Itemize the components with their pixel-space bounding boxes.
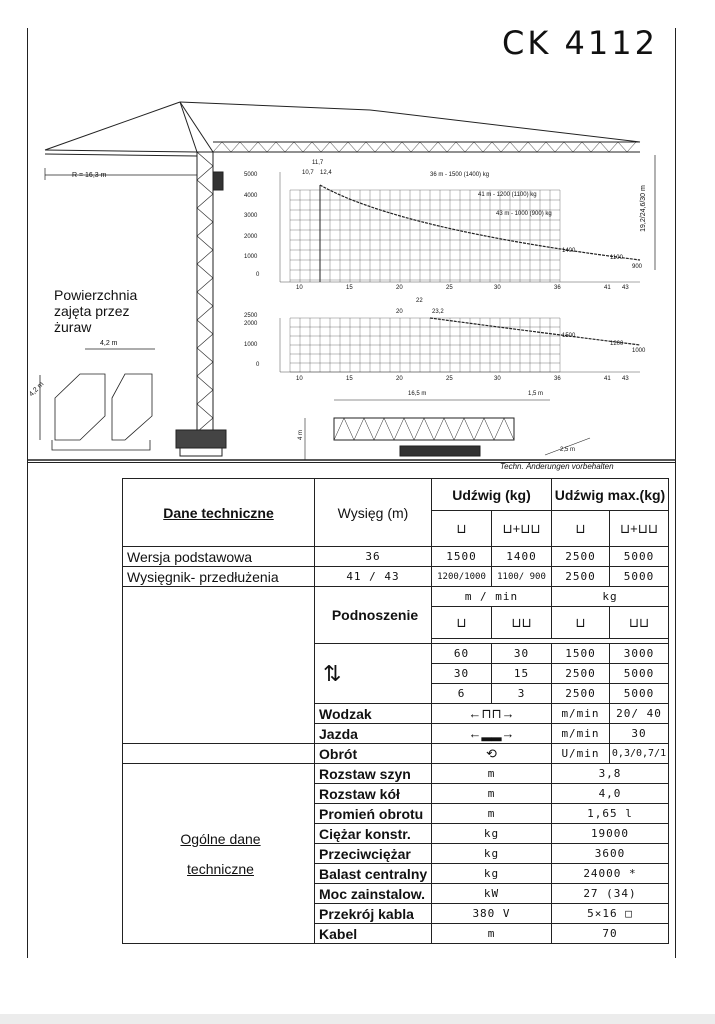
unit-kg: kg: [552, 587, 669, 607]
row-label-przekroj: Przekrój kabla: [315, 904, 432, 924]
trolley-icon-cell: [432, 704, 552, 724]
general-title-cell: [123, 764, 315, 944]
travel-arrows-icon: ←▂▂→: [468, 725, 515, 741]
header-dane-techniczne: Dane techniczne: [163, 504, 274, 521]
row-label-jazda: Jazda: [315, 724, 432, 744]
unit-cell: 380 V: [432, 904, 552, 924]
double-hook-icon: ⊔⊔: [511, 614, 532, 630]
unit-cell: m: [432, 784, 552, 804]
header-udzwig-max: Udźwig max.(kg): [552, 479, 669, 511]
c1-y-3000: 3000: [244, 213, 258, 219]
c1-x-41: 41: [604, 285, 611, 291]
blank-cell: [123, 587, 315, 744]
c2-x-43: 43: [622, 376, 629, 382]
cell-wysieg: 36: [315, 547, 432, 567]
unit-cell: kg: [432, 844, 552, 864]
c1-x-15: 15: [346, 285, 353, 291]
unit-cell: U/min: [552, 744, 610, 764]
cell-value: 1400: [492, 547, 552, 567]
row-label-wersja: Wersja podstawowa: [123, 547, 315, 567]
load-cell: 3000: [610, 644, 669, 664]
c2-x-41: 41: [604, 376, 611, 382]
cell-value: 5000: [610, 547, 669, 567]
c2-y-0: 0: [256, 362, 260, 368]
surface-label: Powierzchnia zajęta przez żuraw: [54, 287, 138, 335]
load-cell: 2500: [552, 684, 610, 704]
c1-x-25: 25: [446, 285, 453, 291]
row-label-przeciwciezar: Przeciwciężar: [315, 844, 432, 864]
c2-x-20: 20: [396, 376, 403, 382]
c2-y-2500: 2500: [244, 313, 258, 319]
c1-annotation-36m: 36 m - 1500 (1400) kg: [430, 172, 490, 178]
unit-cell: m: [432, 804, 552, 824]
value-cell: 3,8: [552, 764, 669, 784]
single-hook-icon: ⊔: [575, 614, 586, 630]
rotation-icon-cell: [432, 744, 552, 764]
cell-value: 1100/ 900: [492, 567, 552, 587]
cell-value: 1200/1000: [432, 567, 492, 587]
load-cell: 1500: [552, 644, 610, 664]
header-wysieg: Wysięg (m): [315, 479, 432, 547]
unit-cell: m: [432, 924, 552, 944]
single-hook-icon: ⊔: [456, 520, 467, 536]
c2-x-30: 30: [494, 376, 501, 382]
surface-dim-side: 4,2 m: [28, 380, 46, 399]
speed-cell: 30: [492, 644, 552, 664]
c2-x-25: 25: [446, 376, 453, 382]
c1-top-mark-3: 12,4: [320, 170, 332, 176]
hook-single-icon-cell: [432, 511, 492, 547]
row-label-ciezar: Ciężar konstr.: [315, 824, 432, 844]
value-cell: 1,65 l: [552, 804, 669, 824]
bottom-band: [0, 1014, 715, 1024]
speed-cell: 30: [432, 664, 492, 684]
double-hook-icon: ⊔+⊔⊔: [502, 520, 541, 536]
model-title: CK 4112: [502, 24, 658, 62]
row-label-rozstaw-szyn: Rozstaw szyn: [315, 764, 432, 784]
row-label-promien: Promień obrotu: [315, 804, 432, 824]
value-cell: 30: [610, 724, 669, 744]
transport-height: 4 m: [298, 429, 305, 441]
double-hook-icon: ⊔+⊔⊔: [619, 520, 659, 536]
travel-icon-cell: [432, 724, 552, 744]
rotation-icon: ⟲: [486, 745, 497, 761]
unit-mmin: m / min: [432, 587, 552, 607]
double-hook-icon: ⊔⊔: [628, 614, 650, 630]
row-label-wysiegnik: Wysięgnik- przedłużenia: [123, 567, 315, 587]
hook-icon-cell: [552, 607, 610, 639]
unit-cell: m/min: [552, 704, 610, 724]
row-label-kabel: Kabel: [315, 924, 432, 944]
hook-single-max-icon-cell: [552, 511, 610, 547]
hook-double-max-icon-cell: [610, 511, 669, 547]
c1-annotation-41m: 41 m - 1200 (1100) kg: [478, 192, 537, 198]
cell-wysieg: 41 / 43: [315, 567, 432, 587]
podnoszenie-label: Podnoszenie: [315, 587, 432, 644]
transport-length: 16,5 m: [408, 391, 427, 397]
general-title-line2: techniczne: [187, 860, 254, 877]
cell-value: 2500: [552, 567, 610, 587]
speed-cell: 6: [432, 684, 492, 704]
changes-note: Techn. Änderungen vorbehalten: [500, 462, 614, 471]
row-label-wodzak: Wodzak: [315, 704, 432, 724]
unit-cell: m/min: [552, 724, 610, 744]
trolley-arrows-icon: ←⊓⊓→: [468, 705, 515, 721]
c1-top-mark-2: 10,7: [302, 170, 314, 176]
radius-label: R = 16,3 m: [72, 172, 107, 179]
unit-cell: kg: [432, 864, 552, 884]
single-hook-icon: ⊔: [575, 520, 586, 536]
c2-y-2000: 2000: [244, 321, 258, 327]
c1-top-mark-1: 11,7: [312, 160, 324, 166]
header-udzwig: Udźwig (kg): [432, 479, 552, 511]
value-cell: 70: [552, 924, 669, 944]
speed-cell: 15: [492, 664, 552, 684]
unit-cell: kg: [432, 824, 552, 844]
c1-end-1100: 1100: [610, 255, 623, 261]
single-hook-icon: ⊔: [456, 614, 467, 630]
hook-double-icon-cell: [492, 511, 552, 547]
technical-data-table: [122, 478, 669, 944]
unit-cell: m: [432, 764, 552, 784]
c2-top-mark-2: 20: [396, 309, 403, 315]
load-cell: 5000: [610, 684, 669, 704]
cell-value: 2500: [552, 547, 610, 567]
load-cell: 5000: [610, 664, 669, 684]
hook-icon-cell: [492, 607, 552, 639]
load-cell: 2500: [552, 664, 610, 684]
c1-x-10: 10: [296, 285, 303, 291]
crane-drawing: [0, 0, 715, 470]
cell-value: 1500: [432, 547, 492, 567]
c2-x-15: 15: [346, 376, 353, 382]
hook-icon-cell: [432, 607, 492, 639]
c2-end-1200: 1200: [610, 341, 624, 347]
row-label-moc: Moc zainstalow.: [315, 884, 432, 904]
row-label-rozstaw-kol: Rozstaw kół: [315, 784, 432, 804]
c1-x-36: 36: [554, 285, 561, 291]
blank-cell: [123, 744, 315, 764]
hook-icon-cell: [610, 607, 669, 639]
c1-end-900: 900: [632, 264, 643, 270]
value-cell: 24000 *: [552, 864, 669, 884]
c2-end-1500: 1500: [562, 333, 576, 339]
c1-annotation-43m: 43 m - 1000 (900) kg: [496, 211, 552, 217]
c1-y-1000: 1000: [244, 254, 258, 260]
c2-y-1000: 1000: [244, 342, 258, 348]
c1-x-43: 43: [622, 285, 629, 291]
value-cell: 19000: [552, 824, 669, 844]
header-cell-dane: [123, 479, 315, 547]
transport-tail: 1,5 m: [528, 391, 544, 397]
surface-dim-top: 4,2 m: [100, 340, 118, 347]
value-cell: 20/ 40: [610, 704, 669, 724]
row-label-obrot: Obrót: [315, 744, 432, 764]
c1-y-2000: 2000: [244, 234, 258, 240]
c1-y-0: 0: [256, 272, 260, 278]
unit-cell: kW: [432, 884, 552, 904]
c2-top-mark-1: 22: [416, 298, 423, 304]
speed-cell: 3: [492, 684, 552, 704]
c2-top-mark-3: 23,2: [432, 309, 444, 315]
row-label-balast: Balast centralny: [315, 864, 432, 884]
hoist-icon-cell: [315, 644, 432, 704]
c2-x-10: 10: [296, 376, 303, 382]
value-cell: 27 (34): [552, 884, 669, 904]
c1-x-30: 30: [494, 285, 501, 291]
general-title-line1: Ogólne dane: [180, 830, 261, 847]
hoist-icon: ⇅: [323, 660, 342, 686]
c1-y-5000: 5000: [244, 172, 258, 178]
c1-y-4000: 4000: [244, 193, 258, 199]
transport-width: 2,5 m: [560, 447, 576, 453]
c2-end-1000: 1000: [632, 348, 646, 354]
height-label: 19,2/24,6/30 m: [639, 185, 647, 232]
c1-x-20: 20: [396, 285, 403, 291]
c1-end-1400: 1400: [562, 248, 576, 254]
value-cell: 3600: [552, 844, 669, 864]
value-cell: 5×16 □: [552, 904, 669, 924]
speed-cell: 60: [432, 644, 492, 664]
cell-value: 5000: [610, 567, 669, 587]
c2-x-36: 36: [554, 376, 561, 382]
value-cell: 0,3/0,7/1: [610, 744, 669, 764]
value-cell: 4,0: [552, 784, 669, 804]
